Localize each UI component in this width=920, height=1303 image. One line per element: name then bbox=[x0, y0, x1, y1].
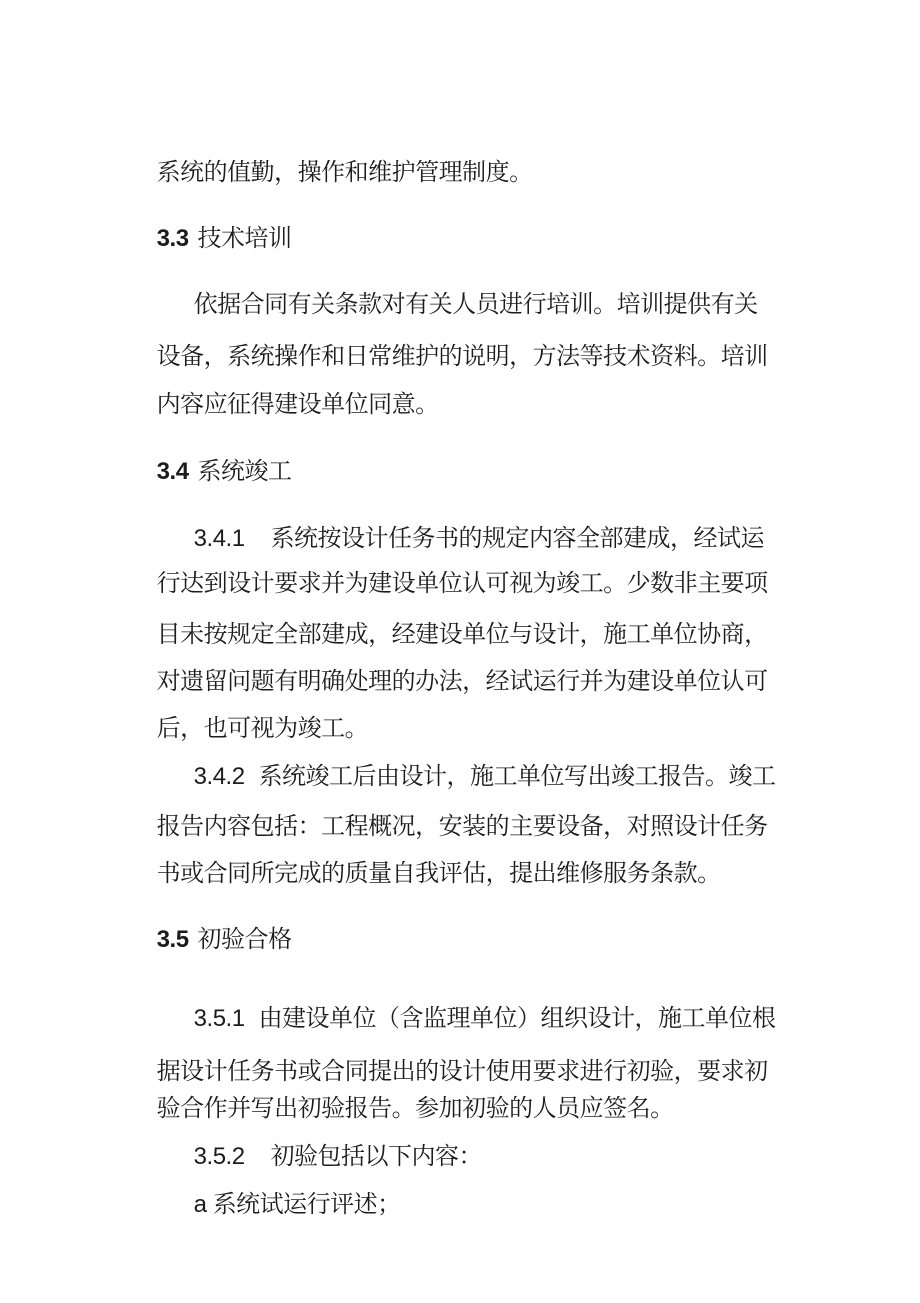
section-number: 3.5 bbox=[156, 926, 189, 953]
section-number: 3.3 bbox=[156, 225, 189, 252]
line-text: 设备，系统操作和日常维护的说明，方法等技术资料。培训 bbox=[156, 343, 768, 370]
line-text: 据设计任务书或合同提出的设计使用要求进行初验，要求初 bbox=[156, 1058, 768, 1085]
list-item-a-line bbox=[169, 1157, 401, 1253]
line-text: 验合作并写出初验报告。参加初验的人员应签名。 bbox=[156, 1095, 674, 1122]
line-text: 内容应征得建设单位同意。 bbox=[156, 391, 439, 418]
line-text: a 系统试运行评述； bbox=[193, 1191, 401, 1218]
line-text: 后，也可视为竣工。 bbox=[156, 715, 369, 742]
section-number: 3.4 bbox=[156, 458, 189, 485]
section-title: 技术培训 bbox=[197, 225, 292, 252]
clause-number: 3.5.2 bbox=[193, 1143, 245, 1170]
clause-number: 3.4.1 bbox=[193, 525, 245, 552]
line-text: 依据合同有关条款对有关人员进行培训。培训提供有关 bbox=[193, 291, 758, 318]
line-text: 报告内容包括：工程概况，安装的主要设备，对照设计任务 bbox=[156, 813, 768, 840]
clause-number: 3.4.2 bbox=[193, 763, 245, 790]
line-text: 系统按设计任务书的规定内容全部建成，经试运 bbox=[270, 525, 765, 552]
line-text: 初验包括以下内容： bbox=[270, 1143, 483, 1170]
line-text: 由建设单位（含监理单位）组织设计，施工单位根 bbox=[258, 1005, 776, 1032]
line-text: 书或合同所完成的质量自我评估，提出维修服务条款。 bbox=[156, 860, 721, 887]
section-title: 初验合格 bbox=[197, 926, 292, 953]
line-text: 目未按规定全部建成，经建设单位与设计，施工单位协商， bbox=[156, 621, 768, 648]
line-text: 系统竣工后由设计，施工单位写出竣工报告。竣工 bbox=[258, 763, 776, 790]
line-text: 对遗留问题有明确处理的办法，经试运行并为建设单位认可 bbox=[156, 668, 768, 695]
line-text: 行达到设计要求并为建设单位认可视为竣工。少数非主要项 bbox=[156, 570, 768, 597]
clause-number: 3.5.1 bbox=[193, 1005, 245, 1032]
line-text: 系统的值勤，操作和维护管理制度。 bbox=[156, 159, 533, 186]
section-title: 系统竣工 bbox=[197, 458, 292, 485]
